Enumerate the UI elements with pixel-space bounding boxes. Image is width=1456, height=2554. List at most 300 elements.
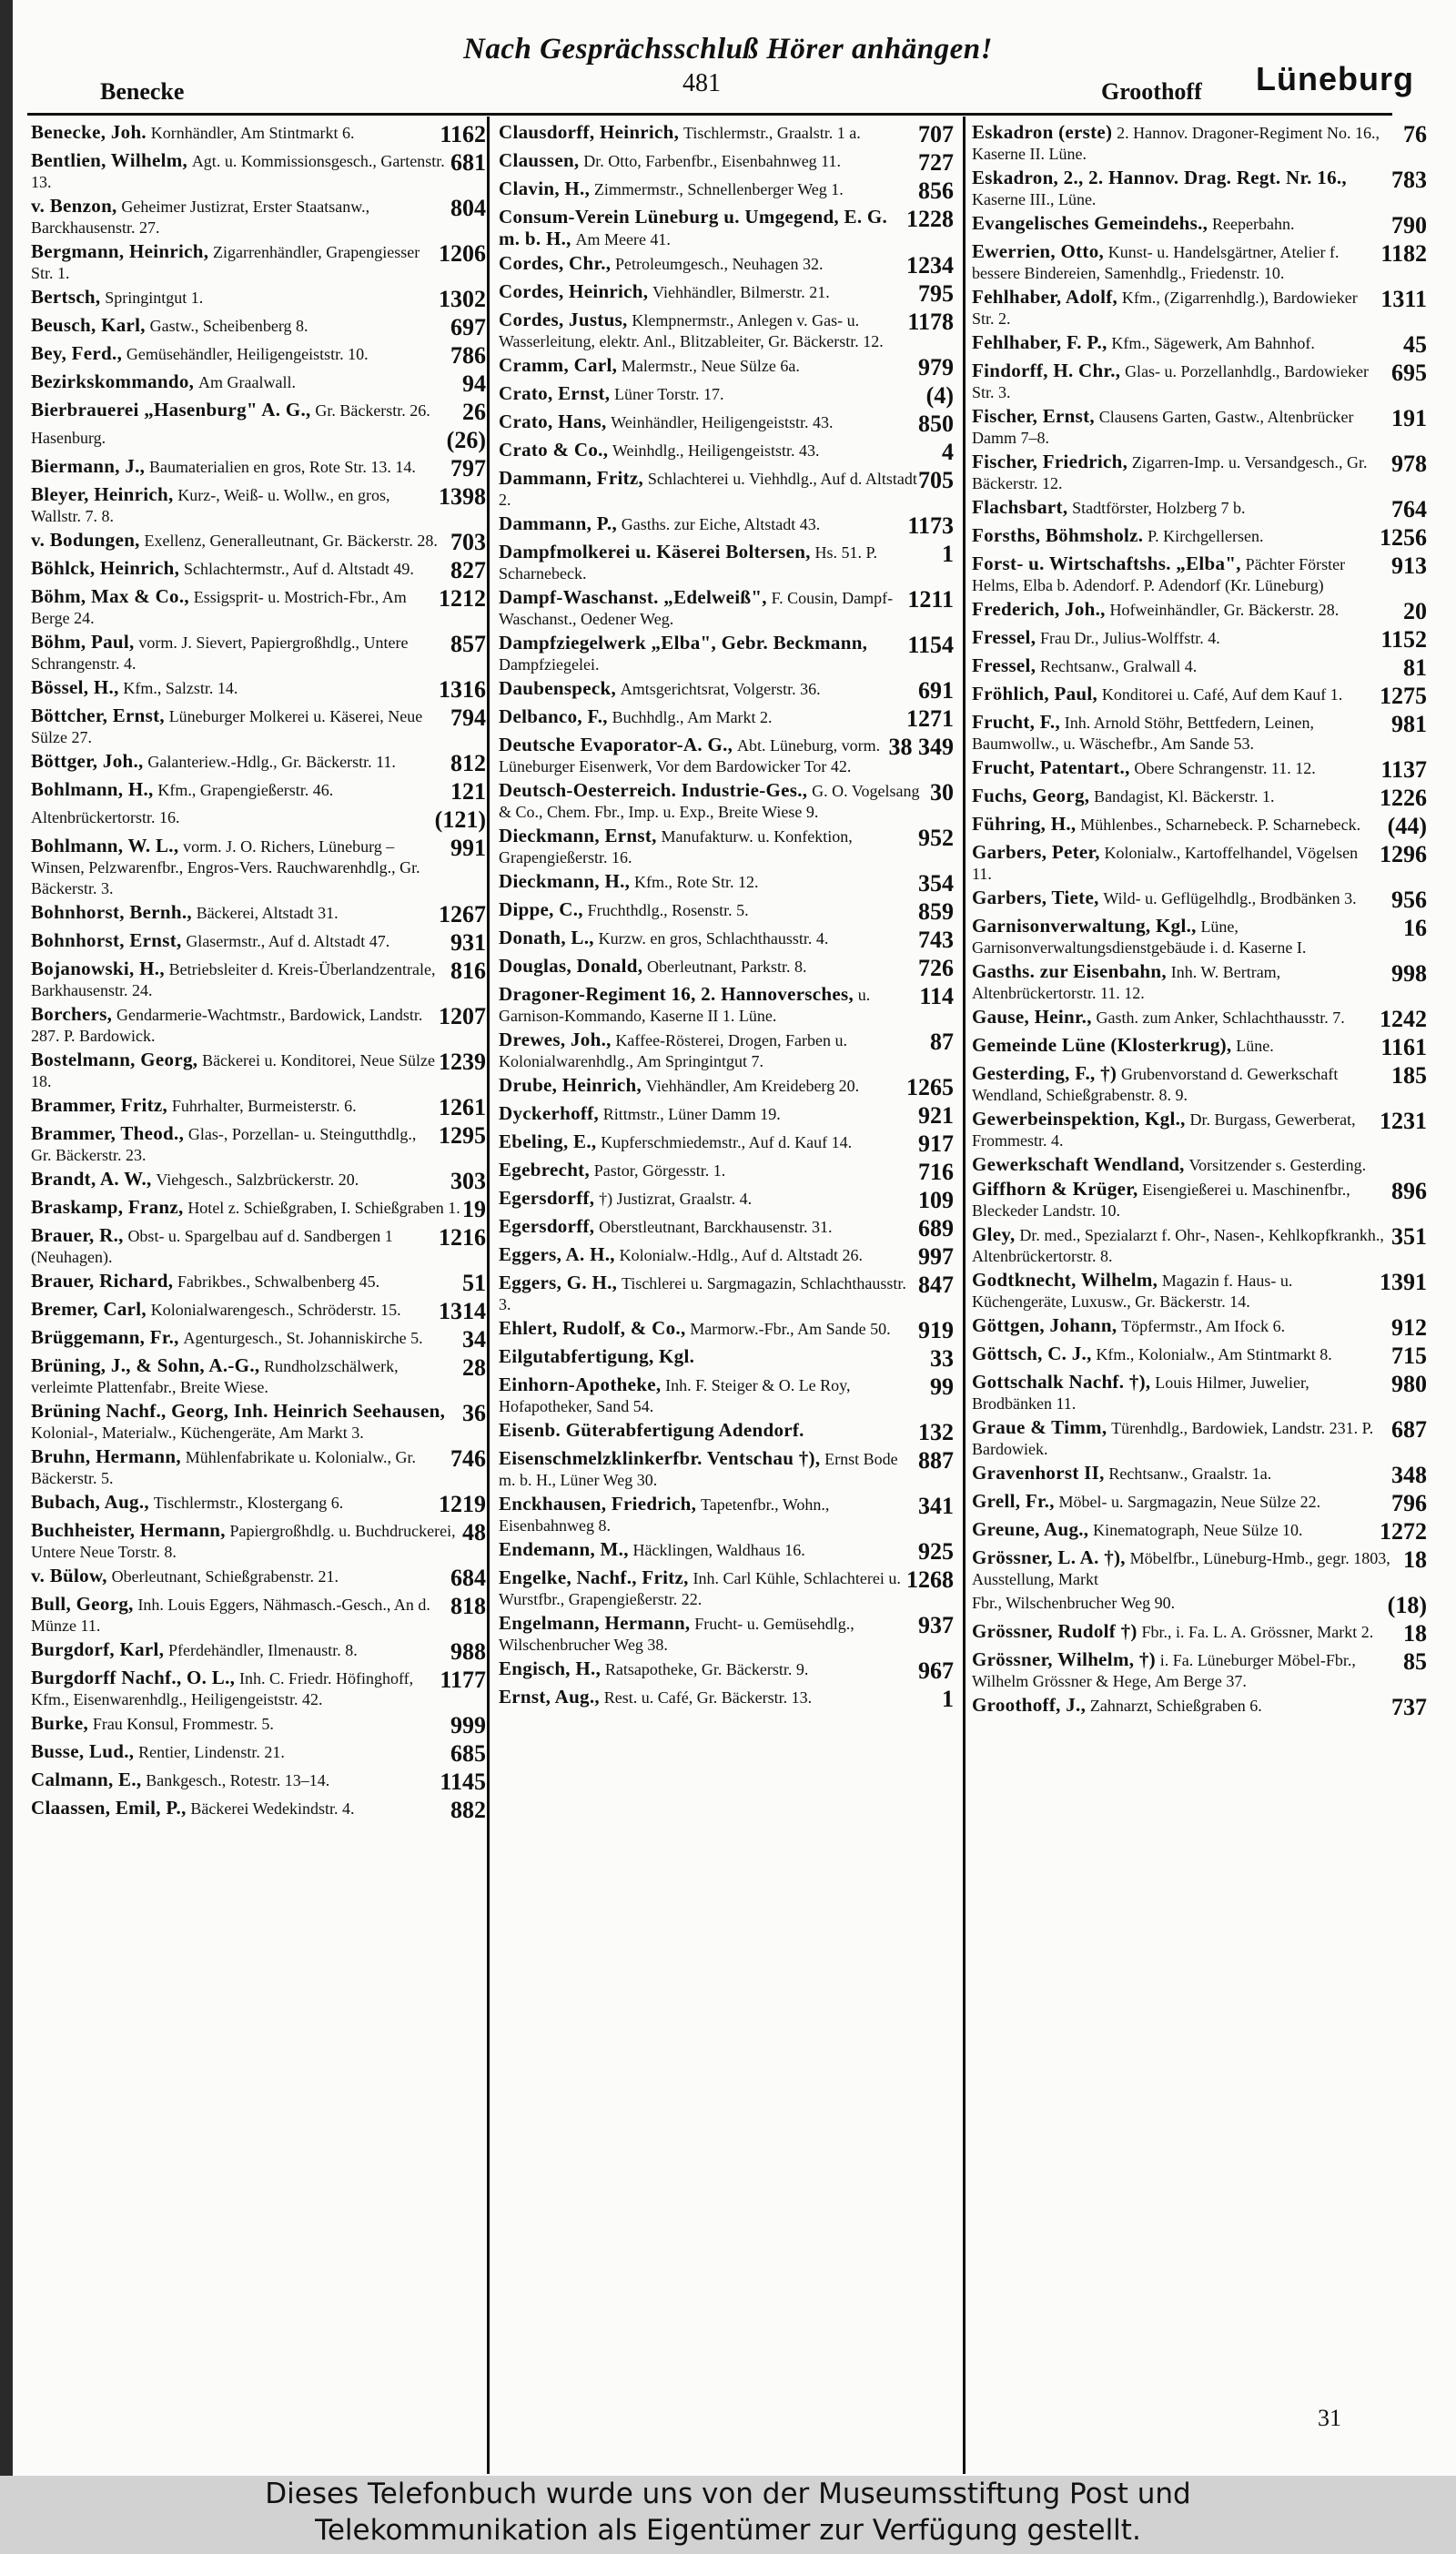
entry-detail: P. Kirchgellersen. xyxy=(1148,527,1264,545)
phone-number: 351 xyxy=(1391,1223,1427,1250)
directory-entry xyxy=(31,779,486,805)
directory-entry xyxy=(499,735,954,777)
directory-entry xyxy=(31,586,486,629)
entry-detail: Glas-, Porzellan- u. Steingutthdlg., Gr. Bäckerstr. 23. xyxy=(31,1125,417,1164)
entry-name: Bull, Georg, xyxy=(31,1593,134,1615)
entry-name: Findorff, H. Chr., xyxy=(972,360,1121,381)
phone-number: 1137 xyxy=(1380,756,1427,783)
entry-detail: Rittmstr., Lüner Damm 19. xyxy=(602,1105,781,1123)
directory-column-2 xyxy=(499,122,954,2461)
entry-detail: Tischlerei u. Sargmagazin, Schlachthausstr. 3. xyxy=(499,1274,906,1313)
directory-entry xyxy=(31,1095,486,1120)
phone-number: 703 xyxy=(450,529,486,555)
entry-name: Ewerrien, Otto, xyxy=(972,240,1105,262)
phone-number: 18 xyxy=(1403,1546,1427,1573)
entry-name: Claussen, xyxy=(499,149,580,171)
entry-name: Giffhorn & Krüger, xyxy=(972,1178,1138,1200)
directory-entry xyxy=(499,871,954,897)
directory-entry xyxy=(972,1035,1427,1060)
phone-number: 109 xyxy=(918,1187,954,1213)
directory-entry xyxy=(972,525,1427,551)
entry-name: Göttsch, C. J., xyxy=(972,1343,1092,1364)
entry-detail: Tischlermstr., Klostergang 6. xyxy=(153,1494,344,1512)
directory-column-3 xyxy=(972,122,1427,2461)
entry-detail: Zahnarzt, Schießgraben 6. xyxy=(1089,1697,1262,1715)
phone-number: 1242 xyxy=(1380,1006,1427,1032)
entry-name: Dammann, Fritz, xyxy=(499,467,644,489)
phone-number: 896 xyxy=(1391,1178,1427,1204)
directory-entry xyxy=(31,1123,486,1166)
directory-entry xyxy=(972,1270,1427,1312)
footer-line-1: Dieses Telefonbuch wurde uns von der Museumsstiftung Post und xyxy=(265,2478,1191,2510)
directory-entry xyxy=(499,207,954,250)
directory-entry xyxy=(972,712,1427,755)
phone-number: 341 xyxy=(918,1493,954,1519)
directory-entry xyxy=(499,1244,954,1270)
phone-number: 812 xyxy=(450,750,486,776)
entry-detail: Gendarmerie-Wachtmstr., Bardowick, Landstr. 287. P. Bardowick. xyxy=(31,1006,423,1045)
header-slogan: Nach Gesprächsschluß Hörer anhängen! xyxy=(463,33,993,66)
entry-detail: Glas- u. Porzellanhdlg., Bardowieker Str. 3. xyxy=(972,362,1369,401)
entry-detail: Frucht- u. Gemüsehdlg., Wilschenbrucher Weg 38. xyxy=(499,1615,854,1654)
entry-detail: Ernst Bode m. b. H., Lüner Weg 30. xyxy=(499,1450,898,1489)
entry-detail: Oberleutnant, Parkstr. 8. xyxy=(647,958,807,976)
phone-number: 132 xyxy=(918,1419,954,1445)
phone-number: 114 xyxy=(919,983,954,1009)
phone-number: (18) xyxy=(1387,1592,1427,1618)
entry-name: Dampf-Waschanst. „Edelweiß", xyxy=(499,586,767,608)
entry-detail: Kurz-, Weiß- u. Wollw., en gros, Wallstr. 7. 8. xyxy=(31,486,390,525)
entry-name: Fehlhaber, Adolf, xyxy=(972,286,1118,308)
directory-entry xyxy=(31,1639,486,1665)
entry-detail: Hotel z. Schießgraben, I. Schießgraben 1. xyxy=(187,1199,460,1217)
phone-number: 931 xyxy=(450,929,486,956)
directory-entry xyxy=(499,1075,954,1100)
entry-detail: Kolonialwarengesch., Schröderstr. 15. xyxy=(150,1301,401,1319)
entry-name: Eggers, A. H., xyxy=(499,1243,615,1265)
directory-entry xyxy=(972,757,1427,783)
entry-detail: Dr. Burgass, Gewerberat, Frommestr. 4. xyxy=(972,1110,1356,1150)
directory-entry xyxy=(31,1667,486,1710)
entry-name: Bohlmann, H., xyxy=(31,778,154,800)
phone-number: 33 xyxy=(930,1345,954,1372)
entry-name: Bremer, Carl, xyxy=(31,1298,147,1320)
directory-entry xyxy=(31,1492,486,1517)
entry-name: Dieckmann, Ernst, xyxy=(499,825,657,846)
entry-detail: Bäckerei Wedekindstr. 4. xyxy=(190,1799,355,1818)
entry-name: Bruhn, Hermann, xyxy=(31,1445,181,1467)
entry-detail: Manufakturw. u. Konfektion, Grapengießerstr. 16. xyxy=(499,827,853,867)
entry-detail: Klempnermstr., Anlegen v. Gas- u. Wasserleitung, elektr. Anl., Blitzableiter, Gr. Bäckerstr. 12. xyxy=(499,311,884,350)
entry-detail: Weinhdlg., Heiligengeiststr. 43. xyxy=(612,441,820,460)
header-city: Lüneburg xyxy=(1256,60,1414,97)
entry-detail: Geheimer Justizrat, Erster Staatsanw., Barckhausenstr. 27. xyxy=(31,198,370,237)
entry-name: Gause, Heinr., xyxy=(972,1006,1092,1028)
entry-detail: †) Justizrat, Graalstr. 4. xyxy=(599,1190,753,1208)
directory-entry xyxy=(31,751,486,776)
directory-entry xyxy=(972,1621,1427,1647)
entry-detail: Viehhändler, Am Kreideberg 20. xyxy=(645,1077,860,1095)
phone-number: 746 xyxy=(450,1445,486,1472)
directory-entry xyxy=(499,826,954,868)
entry-detail: Schlachtermstr., Auf d. Altstadt 49. xyxy=(183,560,414,578)
entry-name: Dragoner-Regiment 16, 2. Hannoversches, xyxy=(499,983,854,1005)
entry-name: Böhlck, Heinrich, xyxy=(31,557,180,579)
entry-detail: Hs. 51. P. Scharnebeck. xyxy=(499,543,878,583)
entry-name: Böttcher, Ernst, xyxy=(31,704,165,726)
entry-detail: Lüne, Garnisonverwaltungsdienstgebäude i. d. Kaserne I. xyxy=(972,917,1307,957)
entry-name: Benecke, Joh. xyxy=(31,121,147,143)
entry-detail: Wild- u. Geflügelhdlg., Brodbänken 3. xyxy=(1103,889,1357,907)
entry-detail: Weinhändler, Heiligengeiststr. 43. xyxy=(611,413,834,431)
entry-detail: Inh. W. Bertram, Altenbrückertorstr. 11. 12. xyxy=(972,963,1281,1002)
entry-detail: Zigarren-Imp. u. Versandgesch., Gr. Bäckerstr. 12. xyxy=(972,453,1368,492)
phone-number: 925 xyxy=(918,1538,954,1565)
directory-entry xyxy=(31,1355,486,1398)
phone-number: 697 xyxy=(450,314,486,340)
entry-detail: Bandagist, Kl. Bäckerstr. 1. xyxy=(1094,787,1275,806)
phone-number: 687 xyxy=(1391,1416,1427,1443)
entry-name: Dippe, C., xyxy=(499,898,583,920)
phone-number: 956 xyxy=(1391,887,1427,913)
entry-detail: vorm. J. O. Richers, Lüneburg – Winsen, Pelzwarenfbr., Engros-Vers. Rauchwarenhdlg., Gr. Bäckerstr. 3. xyxy=(31,837,420,897)
entry-detail: Türenhdlg., Bardowiek, Landstr. 231. P. Bardowiek. xyxy=(972,1419,1374,1458)
entry-detail: Bankgesch., Rotestr. 13–14. xyxy=(146,1771,330,1789)
phone-number: 1272 xyxy=(1380,1518,1427,1545)
directory-entry xyxy=(31,428,486,453)
phone-number: 1256 xyxy=(1380,524,1427,551)
directory-entry xyxy=(31,1271,486,1296)
entry-name: Consum-Verein Lüneburg u. Umgegend, E. G. m. b. H., xyxy=(499,206,888,249)
directory-entry xyxy=(31,1520,486,1563)
entry-name: Groothoff, J., xyxy=(972,1694,1087,1716)
entry-name: Fröhlich, Paul, xyxy=(972,683,1098,704)
directory-entry xyxy=(31,400,486,425)
directory-entry xyxy=(31,632,486,674)
phone-number: 28 xyxy=(462,1354,486,1381)
directory-entry xyxy=(499,122,954,147)
directory-entry xyxy=(31,456,486,481)
entry-detail: Exellenz, Generalleutnant, Gr. Bäckerstr. 28. xyxy=(144,532,438,550)
directory-entry xyxy=(31,371,486,397)
directory-entry xyxy=(499,468,954,511)
phone-number: 1178 xyxy=(907,309,954,335)
entry-name: Bentlien, Wilhelm, xyxy=(31,149,188,171)
entry-detail: Viehgesch., Salzbrückerstr. 20. xyxy=(156,1171,359,1189)
entry-detail: Rundholzschälwerk, verleimte Plattenfabr., Breite Wiese. xyxy=(31,1357,399,1396)
directory-entry xyxy=(499,899,954,925)
header-rule xyxy=(27,113,1392,116)
entry-name: Gemeinde Lüne (Klosterkrug), xyxy=(972,1034,1232,1056)
directory-entry xyxy=(972,1007,1427,1032)
entry-detail: Essigsprit- u. Mostrich-Fbr., Am Berge 24. xyxy=(31,588,407,627)
entry-name: Busse, Lud., xyxy=(31,1740,135,1762)
phone-number: 1228 xyxy=(906,206,954,232)
directory-entry xyxy=(972,1463,1427,1488)
entry-name: Fressel, xyxy=(972,654,1036,676)
phone-number: 1267 xyxy=(439,901,486,927)
phone-number: 1152 xyxy=(1380,626,1427,653)
entry-detail: u. Garnison-Kommando, Kaserne II 1. Lüne. xyxy=(499,986,871,1025)
entry-detail: Pastor, Görgesstr. 1. xyxy=(593,1161,726,1180)
entry-detail: Rest. u. Café, Gr. Bäckerstr. 13. xyxy=(603,1688,813,1707)
entry-detail: Hofweinhändler, Gr. Bäckerstr. 28. xyxy=(1109,601,1340,619)
entry-name: Clavin, H., xyxy=(499,177,591,199)
directory-entry xyxy=(972,916,1427,958)
entry-detail: Kolonialw., Kartoffelhandel, Vögelsen 11. xyxy=(972,844,1359,883)
phone-number: 685 xyxy=(450,1740,486,1767)
entry-detail: Eisengießerei u. Maschinenfbr., Bleckeder Landstr. 10. xyxy=(972,1181,1350,1220)
directory-entry xyxy=(499,1448,954,1491)
entry-detail: Betriebsleiter d. Kreis-Überlandzentrale, Barkhausenstr. 24. xyxy=(31,960,436,999)
entry-detail: Baumaterialien en gros, Rote Str. 13. 14. xyxy=(148,458,416,476)
phone-number: (44) xyxy=(1387,813,1427,839)
phone-number: 979 xyxy=(918,354,954,380)
phone-number: 857 xyxy=(450,631,486,657)
directory-entry xyxy=(499,587,954,630)
directory-entry xyxy=(31,836,486,899)
entry-detail: Gasth. zum Anker, Schlachthausstr. 7. xyxy=(1096,1008,1345,1027)
phone-number: 988 xyxy=(450,1638,486,1665)
phone-number: 4 xyxy=(942,439,954,465)
directory-entry xyxy=(972,451,1427,494)
entry-detail: Inh. F. Steiger & O. Le Roy, Hofapotheker, Sand 54. xyxy=(499,1376,851,1415)
phone-number: 981 xyxy=(1391,711,1427,737)
phone-number: 794 xyxy=(450,704,486,731)
phone-number: 85 xyxy=(1403,1648,1427,1675)
entry-detail: Töpfermstr., Am Ifock 6. xyxy=(1121,1317,1286,1335)
entry-name: Garbers, Peter, xyxy=(972,841,1100,863)
entry-name: Fehlhaber, F. P., xyxy=(972,331,1107,353)
entry-detail: Springintgut 1. xyxy=(105,289,204,307)
entry-name: Bierbrauerei „Hasenburg" A. G., xyxy=(31,399,311,421)
directory-entry xyxy=(499,178,954,204)
directory-entry xyxy=(499,309,954,352)
phone-number: 1275 xyxy=(1380,683,1427,709)
entry-name: Evangelisches Gemeindehs., xyxy=(972,212,1208,234)
entry-name: Forst- u. Wirtschaftshs. „Elba", xyxy=(972,552,1241,574)
entry-name: Grössner, Rudolf †) xyxy=(972,1620,1138,1642)
entry-name: Claassen, Emil, P., xyxy=(31,1797,187,1819)
entry-detail: Vorsitzender s. Gesterding. xyxy=(1188,1156,1367,1174)
entry-detail: Grubenvorstand d. Gewerkschaft Wendland, Schießgrabenstr. 8. 9. xyxy=(972,1065,1339,1104)
directory-entry xyxy=(499,956,954,981)
entry-name: Drube, Heinrich, xyxy=(499,1074,642,1096)
directory-entry xyxy=(972,887,1427,913)
column-divider xyxy=(963,117,966,2474)
directory-entry xyxy=(972,241,1427,284)
entry-name: Gewerkschaft Wendland, xyxy=(972,1153,1185,1175)
phone-number: 1219 xyxy=(439,1491,486,1517)
entry-detail: Tischlermstr., Graalstr. 1 a. xyxy=(682,124,861,142)
entry-name: Forsths, Böhmsholz. xyxy=(972,524,1144,546)
directory-entry xyxy=(972,814,1427,839)
entry-name: Braskamp, Franz, xyxy=(31,1196,184,1218)
directory-entry xyxy=(31,1566,486,1591)
entry-detail: Marmorw.-Fbr., Am Sande 50. xyxy=(690,1320,891,1338)
entry-name: Cramm, Carl, xyxy=(499,354,618,376)
entry-name: v. Bodungen, xyxy=(31,529,140,551)
directory-entry xyxy=(972,1063,1427,1106)
entry-detail: Oberleutnant, Schießgrabenstr. 21. xyxy=(111,1567,339,1586)
entry-detail: i. Fa. Lüneburger Möbel-Fbr., Wilhelm Grössner & Hege, Am Berge 37. xyxy=(972,1651,1356,1690)
directory-entry xyxy=(31,1401,486,1444)
phone-number: 887 xyxy=(918,1447,954,1474)
directory-entry xyxy=(972,406,1427,449)
phone-number: 191 xyxy=(1391,405,1427,431)
entry-detail: Kaserne III., Lüne. xyxy=(972,190,1097,208)
phone-number: (4) xyxy=(925,382,954,409)
entry-name: Brammer, Theod., xyxy=(31,1122,185,1144)
directory-entry xyxy=(31,343,486,369)
directory-entry xyxy=(499,927,954,953)
directory-entry xyxy=(972,627,1427,653)
directory-entry xyxy=(31,196,486,238)
entry-detail: Magazin f. Haus- u. Küchengeräte, Luxusw., Gr. Bäckerstr. 14. xyxy=(972,1272,1293,1311)
phone-number: 87 xyxy=(930,1029,954,1055)
directory-entry xyxy=(499,1318,954,1343)
entry-detail: Agenturgesch., St. Johanniskirche 5. xyxy=(183,1329,423,1347)
entry-name: Grell, Fr., xyxy=(972,1490,1055,1512)
phone-number: 743 xyxy=(918,927,954,953)
entry-detail: Lüner Torstr. 17. xyxy=(614,385,724,403)
entry-detail: Kupferschmiedemstr., Auf d. Kauf 14. xyxy=(601,1133,853,1151)
entry-name: Bubach, Aug., xyxy=(31,1491,149,1513)
phone-number: 34 xyxy=(462,1326,486,1353)
directory-entry xyxy=(499,253,954,279)
directory-entry xyxy=(972,122,1427,165)
entry-detail: Frau Dr., Julius-Wolffstr. 4. xyxy=(1040,629,1220,647)
directory-entry xyxy=(499,383,954,409)
entry-detail: Kfm., Kolonialw., Am Stintmarkt 8. xyxy=(1096,1345,1332,1363)
phone-number: 727 xyxy=(918,149,954,176)
entry-detail: Fbr., i. Fa. L. A. Grössner, Markt 2. xyxy=(1141,1623,1374,1641)
entry-name: Burgdorff Nachf., O. L., xyxy=(31,1667,236,1688)
entry-detail: Clausens Garten, Gastw., Altenbrücker Damm 7–8. xyxy=(972,408,1354,447)
phone-number: 818 xyxy=(450,1593,486,1619)
entry-name: Bleyer, Heinrich, xyxy=(31,483,174,505)
entry-detail: Ratsapotheke, Gr. Bäckerstr. 9. xyxy=(604,1660,809,1678)
directory-entry xyxy=(972,1417,1427,1460)
entry-detail: Dampfziegelei. xyxy=(499,655,600,674)
phone-number: 121 xyxy=(450,778,486,805)
phone-number: 913 xyxy=(1391,552,1427,579)
entry-detail: Inh. Arnold Stöhr, Bettfedern, Leinen, Baumwollw., u. Wäschefbr., Am Sande 53. xyxy=(972,714,1314,753)
entry-detail: Kurzw. en gros, Schlachthausstr. 4. xyxy=(598,929,829,948)
directory-entry xyxy=(972,213,1427,238)
phone-number: 790 xyxy=(1391,212,1427,238)
entry-name: Führing, H., xyxy=(972,813,1077,835)
phone-number: 1177 xyxy=(440,1667,486,1693)
phone-number: (121) xyxy=(434,806,486,833)
entry-name: Biermann, J., xyxy=(31,455,146,477)
phone-number: 303 xyxy=(450,1168,486,1194)
directory-entry xyxy=(972,1154,1427,1176)
entry-name: Dammann, P., xyxy=(499,512,618,534)
directory-entry xyxy=(499,150,954,176)
phone-number: 20 xyxy=(1403,598,1427,624)
phone-number: 1226 xyxy=(1380,785,1427,811)
phone-number: 1182 xyxy=(1380,240,1427,267)
entry-detail: Lüneburger Molkerei u. Käserei, Neue Sülze 27. xyxy=(31,707,423,746)
directory-entry xyxy=(972,1315,1427,1341)
entry-name: Gravenhorst II, xyxy=(972,1462,1105,1484)
entry-name: Frederich, Joh., xyxy=(972,598,1106,620)
entry-name: Böttger, Joh., xyxy=(31,750,144,772)
directory-entry xyxy=(972,1547,1427,1590)
entry-detail: Pferdehändler, Ilmenaustr. 8. xyxy=(168,1641,358,1659)
entry-name: Bohnhorst, Bernh., xyxy=(31,901,192,923)
directory-entry xyxy=(972,1695,1427,1720)
entry-name: Crato & Co., xyxy=(499,439,609,461)
entry-detail: Gemüsehändler, Heiligengeiststr. 10. xyxy=(126,345,369,363)
phone-number: 999 xyxy=(450,1712,486,1738)
directory-entry xyxy=(499,1567,954,1610)
entry-detail: Malermstr., Neue Sülze 6a. xyxy=(621,357,800,375)
entry-detail: Rechtsanw., Graalstr. 1a. xyxy=(1108,1464,1272,1483)
entry-name: Endemann, M., xyxy=(499,1538,629,1560)
entry-name: Brüning Nachf., Georg, Inh. Heinrich Seehausen, xyxy=(31,1400,446,1422)
entry-name: Brammer, Fritz, xyxy=(31,1094,168,1116)
entry-name: Brauer, R., xyxy=(31,1224,124,1246)
entry-detail: Dr. Otto, Farbenfbr., Eisenbahnweg 11. xyxy=(583,152,842,170)
entry-detail: Altenbrückertorstr. 16. xyxy=(31,808,180,826)
directory-entry xyxy=(499,1272,954,1315)
phone-number: 726 xyxy=(918,955,954,981)
phone-number: 707 xyxy=(918,121,954,147)
entry-name: Böhm, Paul, xyxy=(31,631,135,653)
directory-entry xyxy=(31,705,486,748)
phone-number: 684 xyxy=(450,1565,486,1591)
phone-number: 99 xyxy=(930,1373,954,1400)
directory-entry xyxy=(31,558,486,583)
phone-number: 19 xyxy=(462,1196,486,1222)
directory-entry xyxy=(499,780,954,823)
phone-number: 681 xyxy=(450,149,486,176)
phone-number: 1239 xyxy=(439,1049,486,1075)
entry-detail: Agt. u. Kommissionsgesch., Gartenstr. 13. xyxy=(31,152,445,191)
entry-name: Gley, xyxy=(972,1223,1016,1245)
entry-name: Bostelmann, Georg, xyxy=(31,1049,198,1070)
directory-entry xyxy=(31,1594,486,1637)
directory-entry xyxy=(499,1029,954,1072)
directory-entry xyxy=(31,1049,486,1092)
entry-name: Eskadron, 2., 2. Hannov. Drag. Regt. Nr. 16., xyxy=(972,167,1347,188)
entry-name: Bohlmann, W. L., xyxy=(31,835,179,856)
phone-number: 94 xyxy=(462,370,486,397)
entry-detail: Inh. Louis Eggers, Nähmasch.-Gesch., An d. Münze 11. xyxy=(31,1596,430,1635)
entry-detail: Amtsgerichtsrat, Volgerstr. 36. xyxy=(620,680,821,698)
entry-name: Gasths. zur Eisenbahn, xyxy=(972,960,1167,982)
phone-number: 1162 xyxy=(440,121,486,147)
directory-entry xyxy=(972,1372,1427,1414)
phone-number: 1296 xyxy=(1380,841,1427,867)
phone-number: 921 xyxy=(918,1102,954,1129)
entry-name: Bey, Ferd., xyxy=(31,342,123,364)
directory-entry xyxy=(972,1491,1427,1516)
phone-number: 1302 xyxy=(439,286,486,312)
entry-detail: Kfm., Sägewerk, Am Bahnhof. xyxy=(1111,334,1315,352)
entry-name: Brüning, J., & Sohn, A.-G., xyxy=(31,1354,260,1376)
phone-number: 796 xyxy=(1391,1490,1427,1516)
phone-number: 816 xyxy=(450,958,486,984)
footer-credit xyxy=(0,2476,1456,2554)
entry-name: Douglas, Donald, xyxy=(499,955,643,977)
entry-name: Cordes, Justus, xyxy=(499,309,628,330)
entry-name: Egersdorff, xyxy=(499,1215,595,1237)
phone-number: 715 xyxy=(1391,1343,1427,1369)
phone-number: 998 xyxy=(1391,960,1427,987)
